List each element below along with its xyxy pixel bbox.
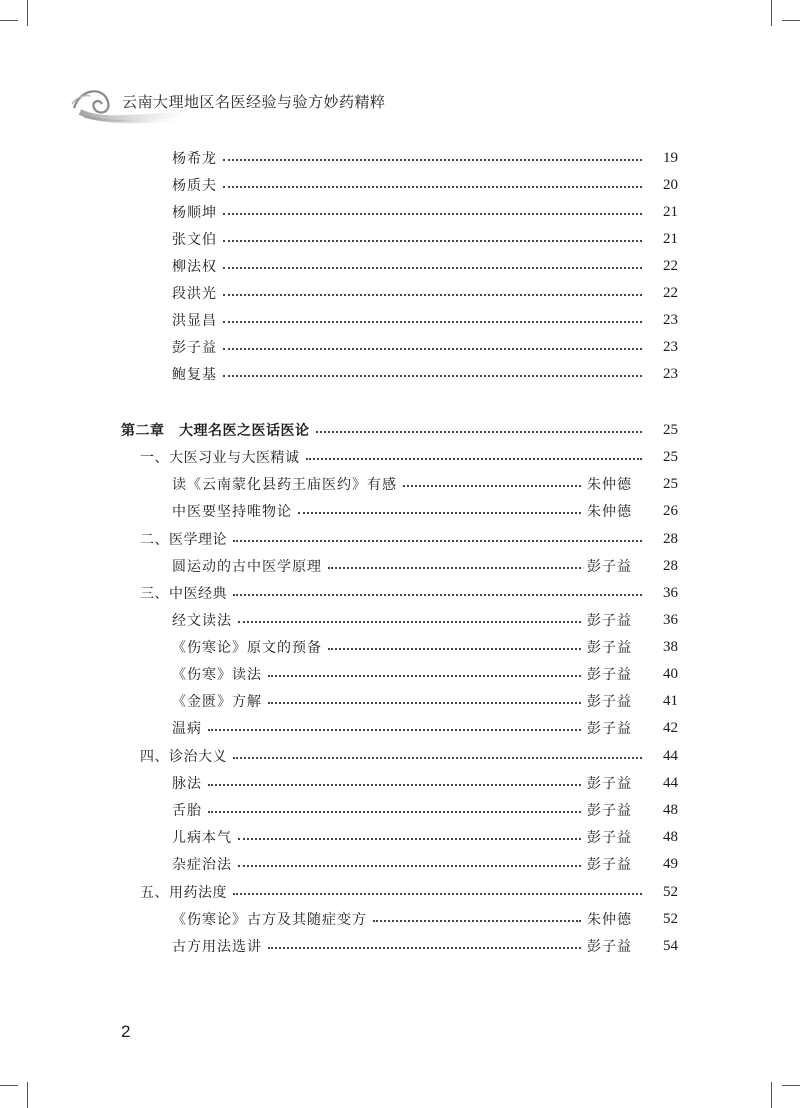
section-title: 五、用药法度 <box>140 885 227 901</box>
toc-row[interactable] <box>172 554 678 578</box>
dot-leader <box>223 213 642 215</box>
toc-entry-label: 彭子益 <box>172 340 217 356</box>
toc-entry-label: 杨希龙 <box>172 151 217 167</box>
dot-leader <box>306 458 643 460</box>
toc-page-number: 38 <box>663 638 678 655</box>
crop-mark-top-left-h <box>0 20 18 21</box>
dot-leader <box>223 159 642 161</box>
toc-row[interactable] <box>172 146 678 170</box>
toc-entry-label: 《伤寒》读法 <box>172 667 262 683</box>
toc-page-number: 48 <box>663 828 678 845</box>
running-header <box>70 78 386 126</box>
crop-mark-bottom-right-h <box>782 1085 800 1086</box>
toc-page-number: 42 <box>663 719 678 736</box>
toc-page-number: 52 <box>663 883 678 900</box>
toc-entry-label: 脉法 <box>172 776 202 792</box>
dot-leader <box>238 621 581 623</box>
crop-mark-top-left-v <box>27 0 28 26</box>
toc-entry-label: 杨质夫 <box>172 178 217 194</box>
dot-leader <box>233 893 642 895</box>
dot-leader <box>223 321 642 323</box>
toc-page-number: 19 <box>663 149 678 166</box>
toc-row[interactable] <box>172 689 678 713</box>
dot-leader <box>268 702 581 704</box>
toc-row[interactable] <box>172 499 678 523</box>
dot-leader <box>268 947 581 949</box>
toc-row[interactable] <box>172 362 678 386</box>
dot-leader <box>403 485 581 487</box>
toc-row[interactable] <box>172 200 678 224</box>
dot-leader <box>223 294 642 296</box>
toc-section-row[interactable] <box>140 445 678 469</box>
toc-author: 彭子益 <box>587 857 632 873</box>
toc-entry-label: 圆运动的古中医学原理 <box>172 559 322 575</box>
toc-row[interactable] <box>172 825 678 849</box>
crop-mark-bottom-left-h <box>0 1085 18 1086</box>
toc-page-number: 41 <box>663 692 678 709</box>
toc-page-number: 23 <box>663 311 678 328</box>
dot-leader <box>268 675 581 677</box>
toc-page-number: 22 <box>663 284 678 301</box>
toc-entry-label: 洪显昌 <box>172 313 217 329</box>
toc-entry-label: 古方用法选讲 <box>172 939 262 955</box>
toc-row[interactable] <box>172 254 678 278</box>
dot-leader <box>223 267 642 269</box>
dot-leader <box>316 431 643 433</box>
toc-entry-label: 经文读法 <box>172 613 232 629</box>
toc-page-number: 48 <box>663 801 678 818</box>
toc-row[interactable] <box>172 934 678 958</box>
toc-entry-label: 《金匮》方解 <box>172 694 262 710</box>
toc-entry-label: 读《云南蒙化县药王庙医约》有感 <box>172 477 397 493</box>
toc-entry-label: 杨顺坤 <box>172 205 217 221</box>
toc-author: 朱仲德 <box>587 912 632 928</box>
toc-author: 彭子益 <box>587 803 632 819</box>
toc-entry-label: 温病 <box>172 721 202 737</box>
toc-author: 彭子益 <box>587 939 632 955</box>
dot-leader <box>298 512 581 514</box>
toc-row[interactable] <box>172 907 678 931</box>
dot-leader <box>328 567 581 569</box>
toc-page-number: 44 <box>663 747 678 764</box>
toc-row[interactable] <box>172 281 678 305</box>
toc-page-number: 25 <box>663 448 678 465</box>
toc-row[interactable] <box>172 308 678 332</box>
toc-page-number: 28 <box>663 530 678 547</box>
toc-entry-label: 中医要坚持唯物论 <box>172 504 292 520</box>
crop-mark-top-right-h <box>782 20 800 21</box>
dot-leader <box>208 784 581 786</box>
dot-leader <box>208 729 581 731</box>
dot-leader <box>223 240 642 242</box>
toc-chapter-row[interactable] <box>121 418 678 442</box>
toc-row[interactable] <box>172 173 678 197</box>
dot-leader <box>233 594 642 596</box>
dot-leader <box>223 375 642 377</box>
section-title: 四、诊治大义 <box>140 749 227 765</box>
toc-page-number: 23 <box>663 338 678 355</box>
toc-row[interactable] <box>172 662 678 686</box>
dot-leader <box>238 838 581 840</box>
toc-author: 彭子益 <box>587 721 632 737</box>
toc-row[interactable] <box>172 716 678 740</box>
page-number: 2 <box>121 1022 131 1041</box>
dot-leader <box>328 648 581 650</box>
toc-page-number: 20 <box>663 176 678 193</box>
toc-section-row[interactable] <box>140 880 678 904</box>
toc-entry-label: 柳法权 <box>172 259 217 275</box>
toc-entry-label: 张文伯 <box>172 232 217 248</box>
toc-row[interactable] <box>172 635 678 659</box>
toc-page-number: 25 <box>663 475 678 492</box>
toc-entry-label: 舌胎 <box>172 803 202 819</box>
toc-author: 朱仲德 <box>587 477 632 493</box>
crop-mark-bottom-left-v <box>27 1082 28 1108</box>
toc-page-number: 23 <box>663 365 678 382</box>
toc-row[interactable] <box>172 472 678 496</box>
toc-section-row[interactable] <box>140 581 678 605</box>
dot-leader <box>238 865 581 867</box>
toc-entry-label: 杂症治法 <box>172 857 232 873</box>
toc-author: 彭子益 <box>587 830 632 846</box>
toc-page-number: 40 <box>663 665 678 682</box>
dot-leader <box>233 757 642 759</box>
toc-page-number: 54 <box>663 937 678 954</box>
crop-mark-bottom-right-v <box>771 1082 772 1108</box>
toc-author: 彭子益 <box>587 694 632 710</box>
toc-row[interactable] <box>172 852 678 876</box>
toc-entry-label: 《伤寒论》古方及其随症变方 <box>172 912 367 928</box>
toc-section-row[interactable] <box>140 744 678 768</box>
toc-row[interactable] <box>172 227 678 251</box>
crop-mark-top-right-v <box>771 0 772 26</box>
dot-leader <box>373 920 581 922</box>
toc-row[interactable] <box>172 771 678 795</box>
toc-page-number: 21 <box>663 230 678 247</box>
dot-leader <box>208 811 581 813</box>
toc-page-number: 44 <box>663 774 678 791</box>
toc-entry-label: 鲍复基 <box>172 367 217 383</box>
toc-page-number: 28 <box>663 557 678 574</box>
toc-row[interactable] <box>172 608 678 632</box>
dot-leader <box>223 348 642 350</box>
toc-page-number: 52 <box>663 910 678 927</box>
toc-author: 彭子益 <box>587 667 632 683</box>
toc-row[interactable] <box>172 798 678 822</box>
toc-page-number: 49 <box>663 855 678 872</box>
toc-author: 彭子益 <box>587 776 632 792</box>
toc-page-number: 22 <box>663 257 678 274</box>
toc-author: 朱仲德 <box>587 504 632 520</box>
chapter-title: 第二章 大理名医之医话医论 <box>121 423 310 439</box>
toc-page-number: 25 <box>663 421 678 438</box>
toc-page-number: 26 <box>663 502 678 519</box>
section-title: 三、中医经典 <box>140 586 227 602</box>
toc-entry-label: 《伤寒论》原文的预备 <box>172 640 322 656</box>
toc-section-row[interactable] <box>140 527 678 551</box>
toc-author: 彭子益 <box>587 640 632 656</box>
toc-page-number: 21 <box>663 203 678 220</box>
dot-leader <box>223 186 642 188</box>
dot-leader <box>233 540 642 542</box>
running-header-title: 云南大理地区名医经验与验方妙药精粹 <box>122 93 386 111</box>
section-title: 一、大医习业与大医精诚 <box>140 450 300 466</box>
toc-author: 彭子益 <box>587 613 632 629</box>
toc-page-number: 36 <box>663 611 678 628</box>
section-title: 二、医学理论 <box>140 532 227 548</box>
toc-author: 彭子益 <box>587 559 632 575</box>
toc-row[interactable] <box>172 335 678 359</box>
toc-page-number: 36 <box>663 584 678 601</box>
toc-entry-label: 段洪光 <box>172 286 217 302</box>
toc-entry-label: 儿病本气 <box>172 830 232 846</box>
